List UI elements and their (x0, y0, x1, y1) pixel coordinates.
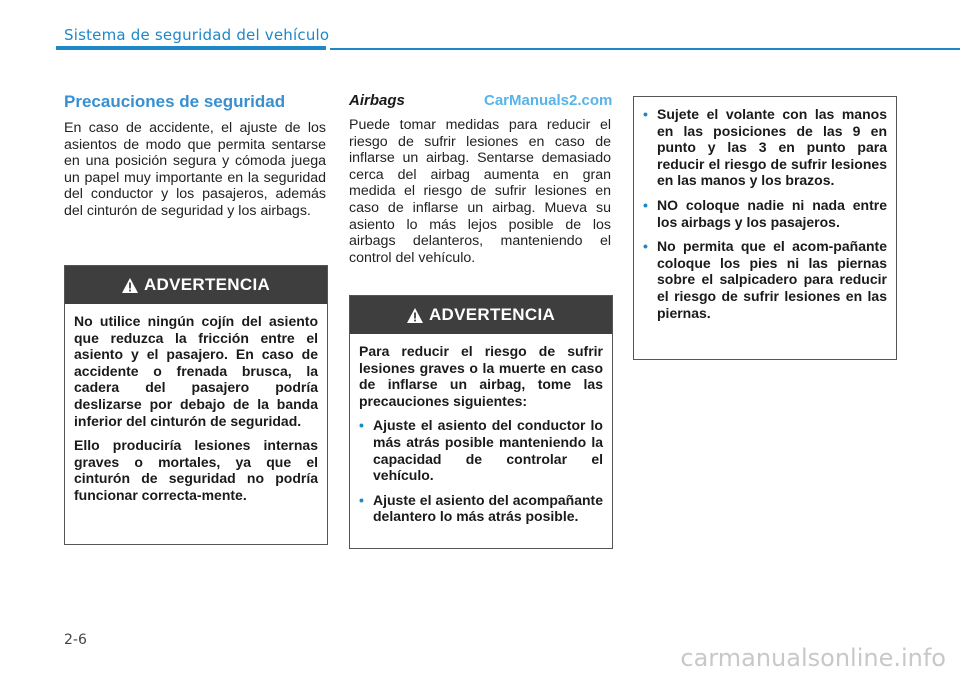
section-subtitle: Airbags (349, 92, 405, 109)
bullet-icon: • (359, 491, 364, 508)
warning-label: ADVERTENCIA (143, 275, 271, 294)
warning-box-1 (64, 265, 328, 545)
bullet-icon: • (643, 106, 648, 122)
bullet-icon: • (643, 196, 648, 213)
warning-label: ADVERTENCIA (428, 305, 556, 324)
header-title: Sistema de seguridad del vehículo (64, 26, 330, 44)
list-item: • NO coloque nadie ni nada entre los airbags y los pasajeros. (643, 196, 887, 230)
section-body: Puede tomar medidas para reducir el riesgo de sufrir lesiones en caso de inflarse un airbag. Sentarse demasiado cerca del airbag aumenta en gran medida el riesgo de sufrir lesiones en caso de inflarse un airbag. Mueva su asiento lo más lejos posible de los airbags delanteros, manteniendo el control del vehículo. (349, 117, 611, 266)
column-1 (64, 92, 326, 220)
list-item: • Ajuste el asiento del acompañante delantero lo más atrás posible. (359, 491, 603, 525)
warning-box-2 (349, 295, 613, 549)
warning-header (65, 266, 327, 304)
watermark: CarManuals2.com (484, 92, 613, 109)
page-number: 2-6 (64, 632, 87, 648)
list-item: • Sujete el volante con las manos en las posiciones de las 9 en punto y las 3 en punto para reducir el riesgo de sufrir lesiones en las manos y los brazos. (643, 106, 887, 189)
bullet-icon: • (359, 417, 364, 434)
warning-body (350, 334, 612, 534)
warning-body (634, 97, 896, 330)
header-rule-thin (330, 48, 960, 50)
warning-bullet-list (359, 417, 603, 525)
bullet-icon: • (643, 238, 648, 255)
section-body: En caso de accidente, el ajuste de los asientos de modo que permita sentarse en una posición segura y cómoda juega un papel muy importante en la seguridad del conductor y los pasajeros, además del cinturón de seguridad y los airbags. (64, 120, 326, 219)
warning-header (350, 296, 612, 334)
list-item: • Ajuste el asiento del conductor lo más atrás posible manteniendo la capacidad de controlar el vehículo. (359, 417, 603, 484)
footer-site-watermark: carmanualsonline.info (680, 644, 946, 672)
list-item: • No permita que el acom-pañante coloque los pies ni las piernas sobre el salpicadero para reducir el riesgo de sufrir lesiones en las piernas. (643, 238, 887, 321)
header-rule-thick (56, 46, 326, 50)
warning-bullet-list (643, 106, 887, 321)
warning-triangle-icon (122, 278, 138, 293)
warning-triangle-icon (407, 308, 423, 323)
warning-paragraph: Ello produciría lesiones internas graves o mortales, ya que el cinturón de seguridad no podría funcionar correcta-mente. (74, 437, 318, 503)
section-title: Precauciones de seguridad (64, 92, 286, 111)
continued-warning-box (633, 96, 897, 360)
column-2 (349, 92, 611, 266)
warning-intro: Para reducir el riesgo de sufrir lesiones graves o la muerte en caso de inflarse un airbag, tome las precauciones siguientes: (359, 343, 603, 409)
warning-paragraph: No utilice ningún cojín del asiento que reduzca la fricción entre el asiento y el pasajero. En caso de accidente o frenada brusca, la cadera del pasajero podría deslizarse por debajo de la banda inferior del cinturón de seguridad. (74, 313, 318, 429)
warning-body (65, 304, 327, 513)
